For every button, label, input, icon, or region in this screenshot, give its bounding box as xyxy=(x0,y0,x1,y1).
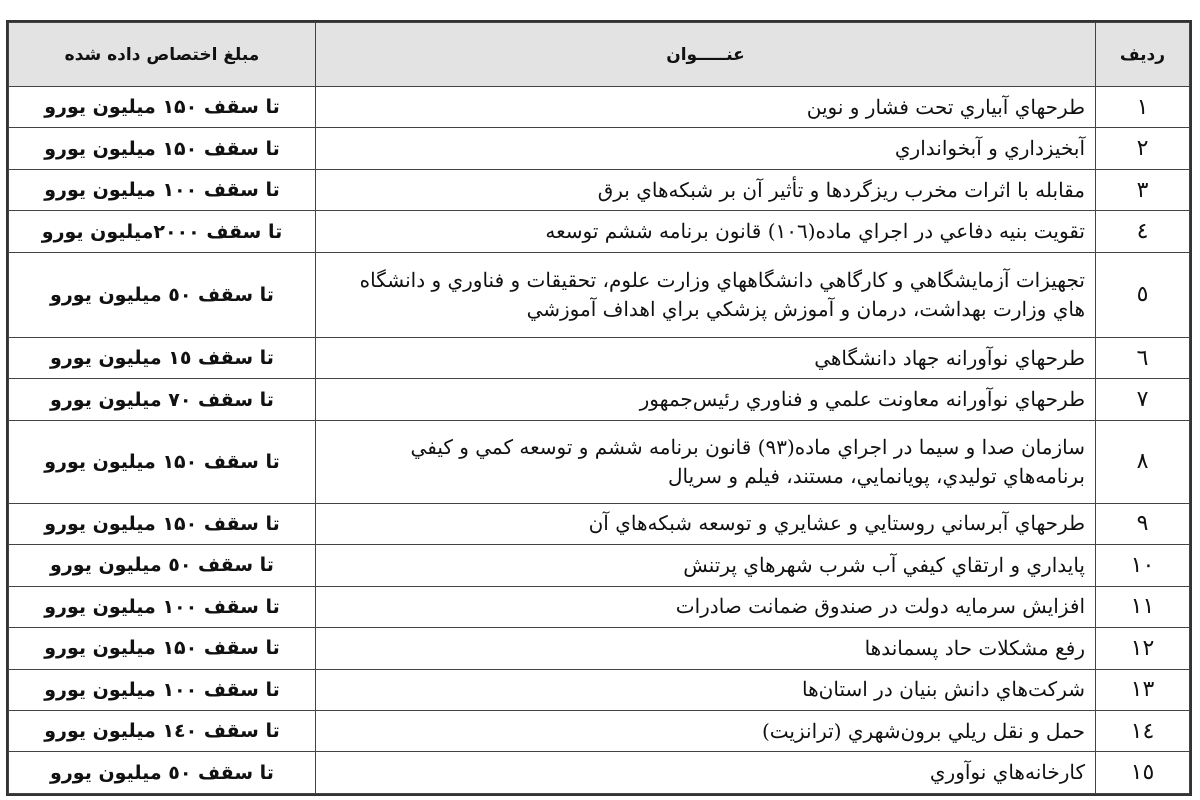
table-row xyxy=(9,420,1190,503)
row-title: سازمان صدا و سيما در اجراي ماده(۹۳) قانون برنامه ششم و توسعه کمي و کيفي برنامه‌هاي توليدي، پويانمايي، مستند، فيلم و سريال xyxy=(316,420,1096,503)
header-title: عنـــــوان xyxy=(316,23,1096,87)
table-row xyxy=(9,379,1190,420)
row-number: ۱۲ xyxy=(1096,628,1190,669)
table-row xyxy=(9,586,1190,627)
row-title: تقويت بنيه دفاعي در اجراي ماده(۱۰٦) قانون برنامه ششم توسعه xyxy=(316,211,1096,252)
table-row xyxy=(9,211,1190,252)
row-title: شرکت‌هاي دانش بنيان در استان‌ها xyxy=(316,669,1096,710)
row-number: ۸ xyxy=(1096,420,1190,503)
row-amount: تا سقف ۱٤۰ ميليون يورو xyxy=(9,710,316,751)
row-number: ۱۱ xyxy=(1096,586,1190,627)
row-number: ۱۳ xyxy=(1096,669,1190,710)
row-number: ۱٤ xyxy=(1096,710,1190,751)
row-number: ۹ xyxy=(1096,503,1190,544)
row-amount: تا سقف ۱۰۰ ميليون يورو xyxy=(9,669,316,710)
row-title: کارخانه‌هاي نوآوري xyxy=(316,752,1096,794)
table-row xyxy=(9,710,1190,751)
row-number: ۷ xyxy=(1096,379,1190,420)
row-number: ۱ xyxy=(1096,87,1190,128)
table-header-row xyxy=(9,23,1190,87)
table-row xyxy=(9,545,1190,586)
row-title: طرحهاي آبرساني روستايي و عشايري و توسعه شبکه‌هاي آن xyxy=(316,503,1096,544)
row-number: ۱٥ xyxy=(1096,752,1190,794)
table-row xyxy=(9,128,1190,169)
row-amount: تا سقف ۱۵۰ ميليون يورو xyxy=(9,628,316,669)
row-amount: تا سقف ۷۰ ميليون يورو xyxy=(9,379,316,420)
table-row xyxy=(9,337,1190,378)
row-title: افزايش سرمايه دولت در صندوق ضمانت صادرات xyxy=(316,586,1096,627)
row-amount: تا سقف ۱۵۰ ميليون يورو xyxy=(9,128,316,169)
table-row xyxy=(9,169,1190,210)
row-amount: تا سقف ۱۰۰ ميليون يورو xyxy=(9,169,316,210)
allocation-table-container xyxy=(6,20,1192,796)
row-title: حمل و نقل ريلي برون‌شهري (ترانزيت) xyxy=(316,710,1096,751)
row-amount: تا سقف ۱۵۰ ميليون يورو xyxy=(9,420,316,503)
row-title: رفع مشکلات حاد پسماندها xyxy=(316,628,1096,669)
row-title: مقابله با اثرات مخرب ريزگردها و تأثير آن بر شبکه‌هاي برق xyxy=(316,169,1096,210)
row-amount: تا سقف ۱۵۰ ميليون يورو xyxy=(9,503,316,544)
row-number: ٤ xyxy=(1096,211,1190,252)
row-title: طرحهاي آبياري تحت فشار و نوين xyxy=(316,87,1096,128)
row-title: طرحهاي نوآورانه جهاد دانشگاهي xyxy=(316,337,1096,378)
row-amount: تا سقف ٥٠ ميليون يورو xyxy=(9,252,316,337)
table-row xyxy=(9,87,1190,128)
row-number: ٥ xyxy=(1096,252,1190,337)
table-row xyxy=(9,752,1190,794)
row-title: پايداري و ارتقاي کيفي آب شرب شهرهاي پرتنش xyxy=(316,545,1096,586)
table-row xyxy=(9,252,1190,337)
table-row xyxy=(9,669,1190,710)
row-amount: تا سقف ٥۰ ميليون يورو xyxy=(9,752,316,794)
header-row-number: ردیف xyxy=(1096,23,1190,87)
row-amount: تا سقف ۱۵۰ ميليون يورو xyxy=(9,87,316,128)
row-amount: تا سقف ۱۰۰ ميليون يورو xyxy=(9,586,316,627)
row-number: ۳ xyxy=(1096,169,1190,210)
row-title: تجهيزات آزمايشگاهي و کارگاهي دانشگاههاي وزارت علوم، تحقيقات و فناوري و دانشگاه هاي وزارت بهداشت، درمان و آموزش پزشکي براي اهداف آموزشي xyxy=(316,252,1096,337)
row-number: ۱۰ xyxy=(1096,545,1190,586)
row-number: ۲ xyxy=(1096,128,1190,169)
row-title: طرحهاي نوآورانه معاونت علمي و فناوري رئيس‌جمهور xyxy=(316,379,1096,420)
allocation-table xyxy=(8,22,1190,794)
row-title: آبخيزداري و آبخوانداري xyxy=(316,128,1096,169)
table-row xyxy=(9,628,1190,669)
table-row xyxy=(9,503,1190,544)
row-amount: تا سقف ۱٥ ميليون يورو xyxy=(9,337,316,378)
row-amount: تا سقف ٥٠ ميليون يورو xyxy=(9,545,316,586)
header-amount: مبلغ اختصاص داده شده xyxy=(9,23,316,87)
row-amount: تا سقف ۲۰۰۰ميليون يورو xyxy=(9,211,316,252)
row-number: ٦ xyxy=(1096,337,1190,378)
